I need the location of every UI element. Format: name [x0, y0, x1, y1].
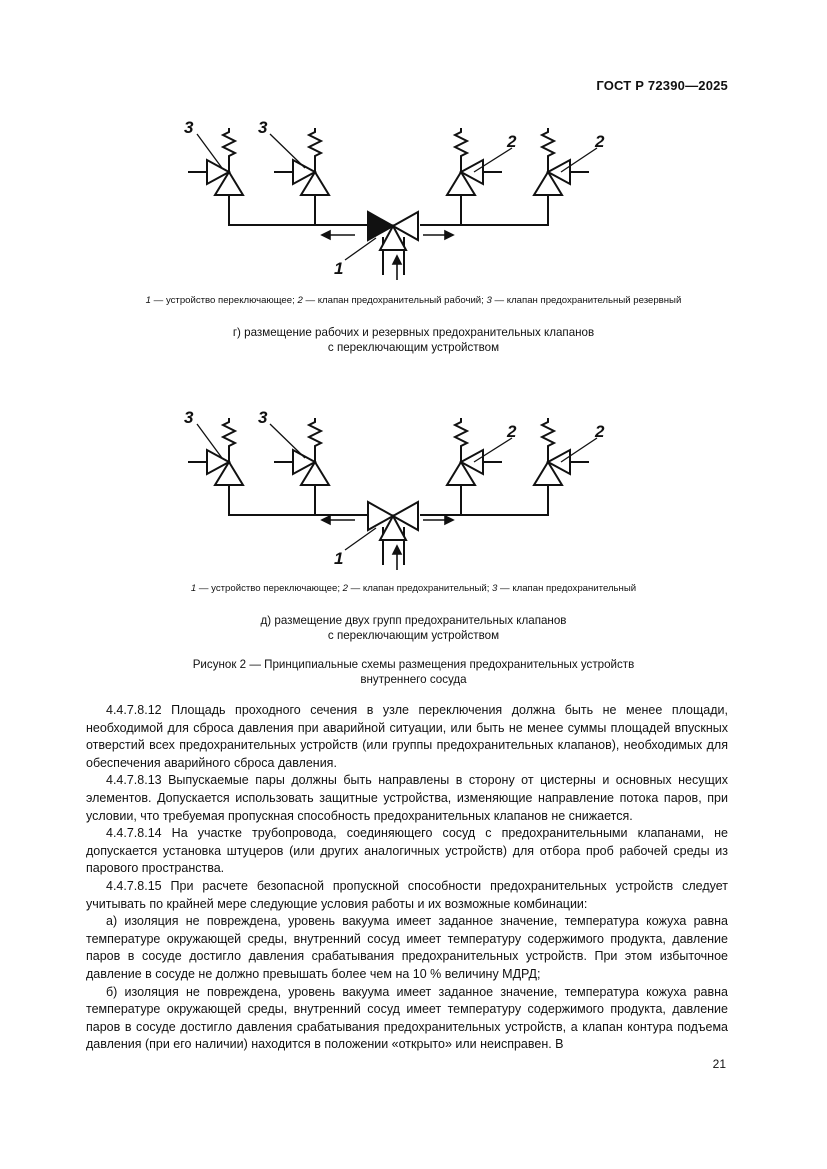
- caption-d: д) размещение двух групп предохранительных клапанов с переключающим устройством: [260, 614, 567, 642]
- valve-working-2: [534, 128, 589, 195]
- paragraph: 4.4.7.8.12 Площадь проходного сечения в узле переключения должна быть не менее площади, необходимой для сброса давления при аварийной ситуации, или быть не менее суммы площадей впускных отверстий всех предохранительных устройств (или группы предохранительных клапанов), необходимых для обеспечения аварийного сброса давления.: [86, 703, 728, 770]
- diagram-d: [0, 400, 827, 580]
- valve-reserve-2: [274, 128, 329, 195]
- body-text: [86, 702, 728, 1054]
- figure-title: Рисунок 2 — Принципиальные схемы размещения предохранительных устройств внутреннего сосуда: [192, 658, 635, 686]
- diagram-d-svg: [0, 400, 827, 580]
- label-g-3a: 3: [184, 118, 194, 137]
- label-d-3a: 3: [184, 408, 194, 427]
- leader-g-1: [345, 238, 376, 260]
- leader-g-2b: [561, 148, 597, 172]
- label-d-3b: 3: [258, 408, 268, 427]
- leader-d-1: [345, 528, 376, 550]
- valve-reserve-1: [188, 128, 243, 195]
- label-g-1: 1: [334, 259, 344, 278]
- valve-working-1: [447, 128, 502, 195]
- paragraph: б) изоляция не повреждена, уровень вакуума имеет заданное значение, температура кожуха равна температуре окружающей среды, внутренний сосуд имеет температуру содержимого продукта, давление паров в сосуде достигло давления срабатывания предохранительных устройств, а клапан контура подъема давления (при его наличии) находится в положении «открыто» или неисправен. В: [86, 984, 728, 1052]
- diagram-g: [0, 110, 827, 290]
- switching-device-d: [368, 502, 418, 540]
- paragraph: 4.4.7.8.13 Выпускаемые пары должны быть направлены в сторону от цистерны и основных несущих элементов. Допускается использовать защитные устройства, изменяющие направление потока паров, при условии, что требуемая пропускная способность предохранительных клапанов не снижается.: [86, 773, 728, 823]
- paragraph: 4.4.7.8.14 На участке трубопровода, соединяющего сосуд с предохранительными клапанами, не допускается установка штуцеров (или других аналогичных устройств) для отбора проб рабочей среды из парового пространства.: [86, 826, 728, 876]
- label-g-2a: 2: [507, 132, 517, 151]
- label-g-2b: 2: [595, 132, 605, 151]
- valve-d-2: [274, 418, 329, 485]
- label-d-1: 1: [334, 549, 344, 568]
- leader-d-2a: [474, 438, 512, 462]
- pipe-header-d: [229, 485, 548, 515]
- label-d-2b: 2: [595, 422, 605, 441]
- valve-d-1: [188, 418, 243, 485]
- switching-device-g: [368, 212, 418, 250]
- pipe-header: [229, 195, 548, 225]
- legend-d: 1 — устройство переключающее; 2 — клапан предохранительный; 3 — клапан предохранительный: [190, 583, 637, 594]
- label-d-2a: 2: [507, 422, 517, 441]
- leader-g-2a: [474, 148, 512, 172]
- legend-g: 1 — устройство переключающее; 2 — клапан предохранительный рабочий; 3 — клапан предохранительный резервный: [145, 295, 682, 306]
- valve-d-4: [534, 418, 589, 485]
- label-g-3b: 3: [258, 118, 268, 137]
- leader-g-3b: [270, 134, 305, 168]
- paragraph: 4.4.7.8.15 При расчете безопасной пропускной способности предохранительных устройств следует учитывать по крайней мере следующие условия работы и их возможные комбинации:: [86, 878, 728, 911]
- diagram-g-svg: [0, 110, 827, 290]
- leader-d-3b: [270, 424, 305, 458]
- standard-header: ГОСТ Р 72390—2025: [596, 78, 728, 93]
- page-number: 21: [712, 1057, 726, 1071]
- valve-d-3: [447, 418, 502, 485]
- caption-g: г) размещение рабочих и резервных предохранительных клапанов с переключающим устройством: [232, 326, 595, 354]
- paragraph: а) изоляция не повреждена, уровень вакуума имеет заданное значение, температура кожуха равна температуре окружающей среды, внутренний сосуд имеет температуру содержимого продукта, давление паров в сосуде достигло давления срабатывания предохранительных устройств. При этом избыточное давление в сосуде не должно превышать более чем на 10 % величину МДРД;: [86, 914, 728, 981]
- leader-d-2b: [561, 438, 597, 462]
